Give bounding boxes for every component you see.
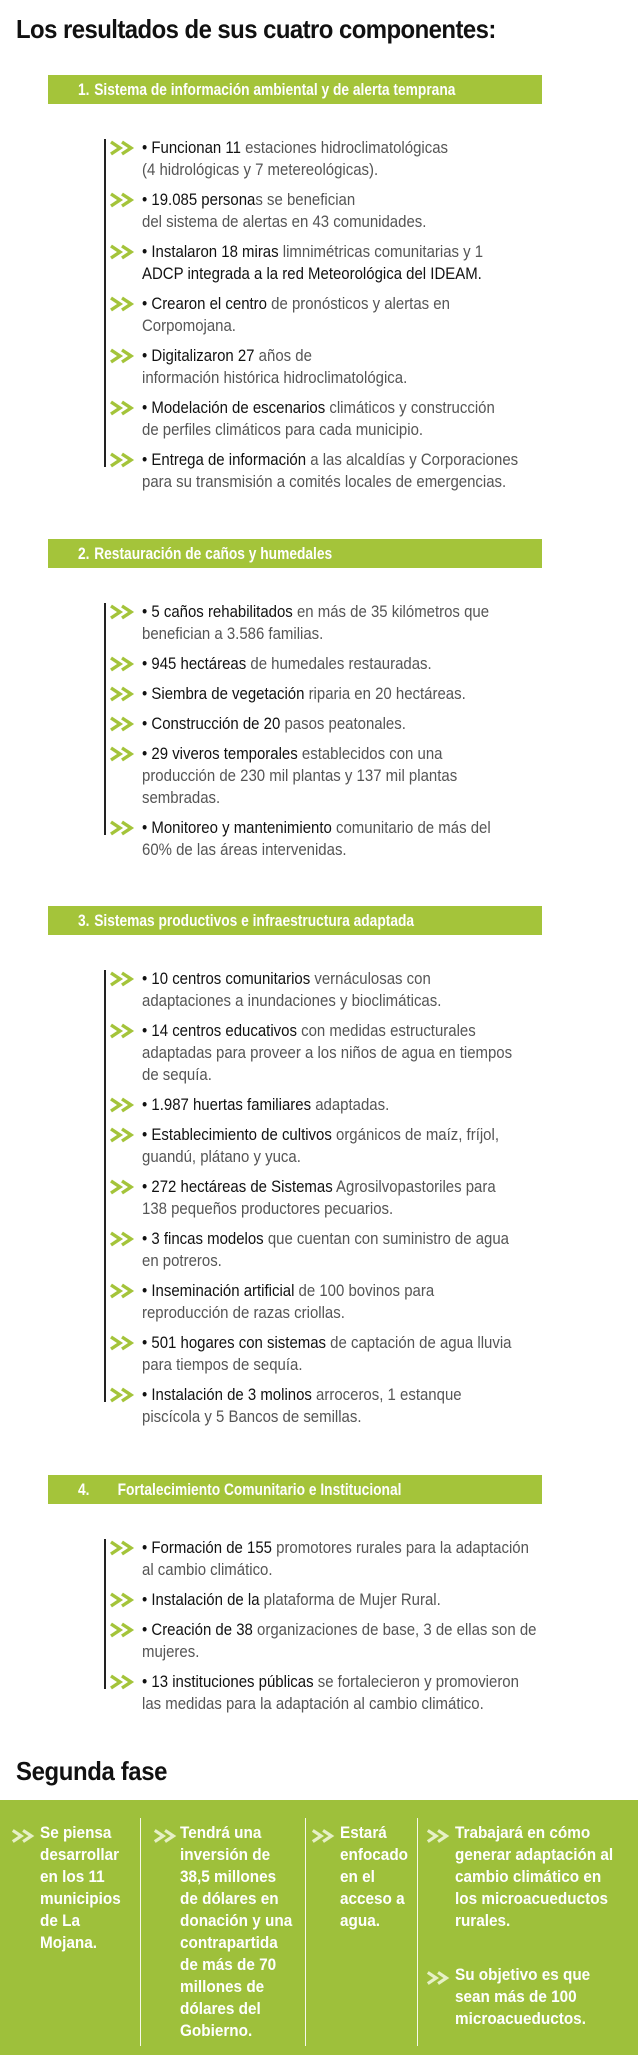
result-item-text <box>142 293 635 337</box>
double-chevron-right-icon <box>108 1335 138 1351</box>
result-item-text <box>142 137 635 181</box>
result-item-text <box>142 189 635 233</box>
body-text: de 100 bovinos para <box>294 1281 435 1300</box>
double-chevron-right-icon <box>108 971 138 987</box>
second-phase-line: millones de <box>180 1977 265 1996</box>
body-text: Corpomojana. <box>142 316 236 335</box>
highlight-text: • Modelación de escenarios <box>142 398 326 417</box>
section-title: Sistema de información ambiental y de alerta temprana <box>94 80 456 99</box>
highlight-text: • 29 viveros temporales <box>142 744 298 763</box>
result-item-text <box>142 743 635 809</box>
second-phase-line: 38,5 millones <box>180 1867 277 1886</box>
column-separator <box>140 1818 141 2046</box>
section-title: Restauración de caños y humedales <box>94 544 333 563</box>
second-phase-point <box>455 1822 613 1932</box>
double-chevron-right-icon <box>108 400 138 416</box>
body-text: de perfiles climáticos para cada municipio. <box>142 420 424 439</box>
double-chevron-right-icon <box>108 716 138 732</box>
body-text: arroceros, 1 estanque <box>311 1385 462 1404</box>
result-item-text <box>142 683 635 705</box>
body-text: al cambio climático. <box>142 1560 273 1579</box>
highlight-text: • Inseminación artificial <box>142 1281 295 1300</box>
section-title: Fortalecimiento Comunitario e Institucional <box>117 1480 402 1499</box>
second-phase-line: desarrollar <box>40 1845 120 1864</box>
result-item-text <box>142 1332 635 1376</box>
second-phase-point <box>340 1822 408 1932</box>
highlight-text: ADCP integrada a la red Meteorológica del IDEAM. <box>142 264 482 283</box>
highlight-text: • 19.085 persona <box>142 190 256 209</box>
second-phase-line: de La <box>40 1911 80 1930</box>
second-phase-line: generar adaptación al <box>455 1845 614 1864</box>
second-phase-line: sean más de 100 <box>455 1987 577 2006</box>
result-item-text <box>142 653 635 675</box>
body-text: en potreros. <box>142 1251 222 1270</box>
highlight-text: • Funcionan 11 <box>142 138 241 157</box>
double-chevron-right-icon <box>108 140 138 156</box>
column-separator <box>417 1818 418 2046</box>
section-header <box>48 906 542 935</box>
highlight-text: • Establecimiento de cultivos <box>142 1125 332 1144</box>
result-item-text <box>142 1280 635 1324</box>
body-text: de captación de agua lluvia <box>326 1333 512 1352</box>
result-item-text <box>142 449 635 493</box>
body-text: adaptaciones a inundaciones y bioclimáticas. <box>142 991 442 1010</box>
body-text: de sequía. <box>142 1065 212 1084</box>
section-header <box>48 1475 542 1504</box>
highlight-text: • 501 hogares con sistemas <box>142 1333 327 1352</box>
double-chevron-right-icon <box>108 686 138 702</box>
highlight-text: • 3 fincas modelos <box>142 1229 264 1248</box>
body-text: benefician a 3.586 familias. <box>142 624 324 643</box>
page-title: Los resultados de sus cuatro componentes: <box>16 14 496 44</box>
highlight-text: • Crearon el centro <box>142 294 267 313</box>
highlight-text: • 5 caños rehabilitados <box>142 602 293 621</box>
body-text: riparia en 20 hectáreas. <box>304 684 466 703</box>
second-phase-line: Trabajará en cómo <box>455 1823 591 1842</box>
second-phase-line: Estará <box>340 1823 387 1842</box>
double-chevron-right-icon <box>108 604 138 620</box>
second-phase-line: inversión de <box>180 1845 271 1864</box>
result-item-text <box>142 713 635 735</box>
body-text: limnimétricas comunitarias y 1 <box>278 242 484 261</box>
second-phase-point <box>455 1964 590 2030</box>
highlight-text: • Instalación de la <box>142 1590 260 1609</box>
double-chevron-right-icon <box>108 1231 138 1247</box>
highlight-text: • Digitalizaron 27 <box>142 346 255 365</box>
highlight-text: • 272 hectáreas de Sistemas <box>142 1177 333 1196</box>
body-text: s se benefician <box>255 190 356 209</box>
section-title: Sistemas productivos e infraestructura adaptada <box>94 911 415 930</box>
result-item-text <box>142 345 635 389</box>
second-phase-line: en los 11 <box>40 1867 105 1886</box>
double-chevron-right-icon <box>108 1023 138 1039</box>
highlight-text: • 14 centros educativos <box>142 1021 297 1040</box>
body-text: sembradas. <box>142 788 221 807</box>
second-phase-line: cambio climático en <box>455 1867 602 1886</box>
double-chevron-right-icon <box>108 746 138 762</box>
body-text: a las alcaldías y Corporaciones <box>306 450 519 469</box>
body-text: de pronósticos y alertas en <box>266 294 450 313</box>
second-phase-line: enfocado <box>340 1845 409 1864</box>
body-text: organizaciones de base, 3 de ellas son de <box>252 1620 537 1639</box>
highlight-text: • 10 centros comunitarios <box>142 969 311 988</box>
result-item-text <box>142 1619 635 1663</box>
double-chevron-right-icon <box>108 296 138 312</box>
result-item-text <box>142 1671 635 1715</box>
result-item-text <box>142 1124 635 1168</box>
body-text: (4 hidrológicas y 7 metereológicas). <box>142 160 379 179</box>
second-phase-point <box>40 1822 121 1954</box>
body-text: información histórica hidroclimatológica. <box>142 368 408 387</box>
double-chevron-right-icon <box>108 1283 138 1299</box>
section-divider-line <box>104 1539 106 1689</box>
result-item-text <box>142 1537 635 1581</box>
highlight-text: • Construcción de 20 <box>142 714 281 733</box>
double-chevron-right-icon <box>10 1828 38 1844</box>
body-text: que cuentan con suministro de agua <box>263 1229 510 1248</box>
body-text: establecidos con una <box>297 744 443 763</box>
second-phase-line: de más de 70 <box>180 1955 277 1974</box>
body-text: plataforma de Mujer Rural. <box>259 1590 441 1609</box>
result-item-text <box>142 241 635 285</box>
highlight-text: • 1.987 huertas familiares <box>142 1095 312 1114</box>
result-item-text <box>142 1589 635 1611</box>
body-text: para tiempos de sequía. <box>142 1355 303 1374</box>
result-item-text <box>142 1094 635 1116</box>
body-text: para su transmisión a comités locales de emergencias. <box>142 472 507 491</box>
section-divider-line <box>104 139 106 467</box>
highlight-text: • Monitoreo y mantenimiento <box>142 818 332 837</box>
body-text: reproducción de razas criollas. <box>142 1303 345 1322</box>
body-text: adaptadas. <box>311 1095 390 1114</box>
highlight-text: • Formación de 155 <box>142 1538 272 1557</box>
body-text: pasos peatonales. <box>280 714 406 733</box>
second-phase-line: en el <box>340 1867 375 1886</box>
highlight-text: • Siembra de vegetación <box>142 684 305 703</box>
body-text: mujeres. <box>142 1642 200 1661</box>
double-chevron-right-icon <box>425 1970 453 1986</box>
body-text: Agrosilvopastoriles para <box>332 1177 496 1196</box>
double-chevron-right-icon <box>108 1622 138 1638</box>
body-text: en más de 35 kilómetros que <box>292 602 490 621</box>
second-phase-line: dólares del <box>180 1999 261 2018</box>
highlight-text: • Entrega de información <box>142 450 307 469</box>
double-chevron-right-icon <box>108 1540 138 1556</box>
double-chevron-right-icon <box>108 1127 138 1143</box>
second-phase-line: rurales. <box>455 1911 511 1930</box>
section-number: 3. <box>78 911 90 930</box>
result-item-text <box>142 601 635 645</box>
double-chevron-right-icon <box>108 192 138 208</box>
body-text: 60% de las áreas intervenidas. <box>142 840 347 859</box>
second-phase-line: Su objetivo es que <box>455 1965 591 1984</box>
second-phase-line: agua. <box>340 1911 380 1930</box>
result-item-text <box>142 397 635 441</box>
second-phase-box <box>0 1800 638 2055</box>
section-divider-line <box>104 603 106 835</box>
result-item-text <box>142 1020 635 1086</box>
body-text: del sistema de alertas en 43 comunidades. <box>142 212 427 231</box>
double-chevron-right-icon <box>152 1828 180 1844</box>
second-phase-line: microacueductos. <box>455 2009 586 2028</box>
second-phase-line: los microacueductos <box>455 1889 609 1908</box>
body-text: producción de 230 mil plantas y 137 mil plantas <box>142 766 458 785</box>
double-chevron-right-icon <box>108 1592 138 1608</box>
section-header <box>48 75 542 104</box>
body-text: años de <box>254 346 312 365</box>
section-number: 4. <box>78 1480 90 1499</box>
body-text: se fortalecieron y promovieron <box>313 1672 519 1691</box>
result-item-text <box>142 1176 635 1220</box>
body-text: piscícola y 5 Bancos de semillas. <box>142 1407 362 1426</box>
double-chevron-right-icon <box>108 1674 138 1690</box>
result-item-text <box>142 817 635 861</box>
highlight-text: • Creación de 38 <box>142 1620 253 1639</box>
highlight-text: • 13 instituciones públicas <box>142 1672 314 1691</box>
double-chevron-right-icon <box>108 1097 138 1113</box>
double-chevron-right-icon <box>108 348 138 364</box>
second-phase-line: donación y una <box>180 1911 293 1930</box>
highlight-text: • 945 hectáreas <box>142 654 247 673</box>
body-text: promotores rurales para la adaptación <box>271 1538 529 1557</box>
second-phase-line: Gobierno. <box>180 2021 253 2040</box>
body-text: comunitario de más del <box>331 818 491 837</box>
double-chevron-right-icon <box>108 1179 138 1195</box>
section-number: 2. <box>78 544 90 563</box>
highlight-text: • Instalación de 3 molinos <box>142 1385 312 1404</box>
second-phase-point <box>180 1822 292 2042</box>
body-text: con medidas estructurales <box>296 1021 476 1040</box>
section-divider-line <box>104 970 106 1402</box>
highlight-text: • Instalaron 18 miras <box>142 242 279 261</box>
double-chevron-right-icon <box>108 1387 138 1403</box>
second-phase-line: municipios <box>40 1889 121 1908</box>
double-chevron-right-icon <box>108 820 138 836</box>
column-separator <box>305 1818 306 2046</box>
double-chevron-right-icon <box>108 244 138 260</box>
second-phase-line: contrapartida <box>180 1933 278 1952</box>
double-chevron-right-icon <box>425 1828 453 1844</box>
body-text: estaciones hidroclimatológicas <box>240 138 449 157</box>
section-header <box>48 539 542 568</box>
second-phase-line: Mojana. <box>40 1933 97 1952</box>
second-phase-line: acceso a <box>340 1889 405 1908</box>
double-chevron-right-icon <box>310 1828 338 1844</box>
body-text: vernáculosas con <box>310 969 431 988</box>
result-item-text <box>142 1384 635 1428</box>
second-phase-line: Se piensa <box>40 1823 112 1842</box>
result-item-text <box>142 1228 635 1272</box>
double-chevron-right-icon <box>108 656 138 672</box>
body-text: de humedales restauradas. <box>246 654 432 673</box>
result-item-text <box>142 968 635 1012</box>
body-text: adaptadas para proveer a los niños de agua en tiempos <box>142 1043 513 1062</box>
body-text: climáticos y construcción <box>325 398 495 417</box>
section-number: 1. <box>78 80 90 99</box>
second-phase-line: Tendrá una <box>180 1823 262 1842</box>
body-text: orgánicos de maíz, fríjol, <box>331 1125 499 1144</box>
body-text: 138 pequeños productores pecuarios. <box>142 1199 394 1218</box>
body-text: las medidas para la adaptación al cambio climático. <box>142 1694 484 1713</box>
second-phase-line: de dólares en <box>180 1889 279 1908</box>
second-phase-title: Segunda fase <box>16 1756 168 1786</box>
double-chevron-right-icon <box>108 452 138 468</box>
body-text: guandú, plátano y yuca. <box>142 1147 301 1166</box>
